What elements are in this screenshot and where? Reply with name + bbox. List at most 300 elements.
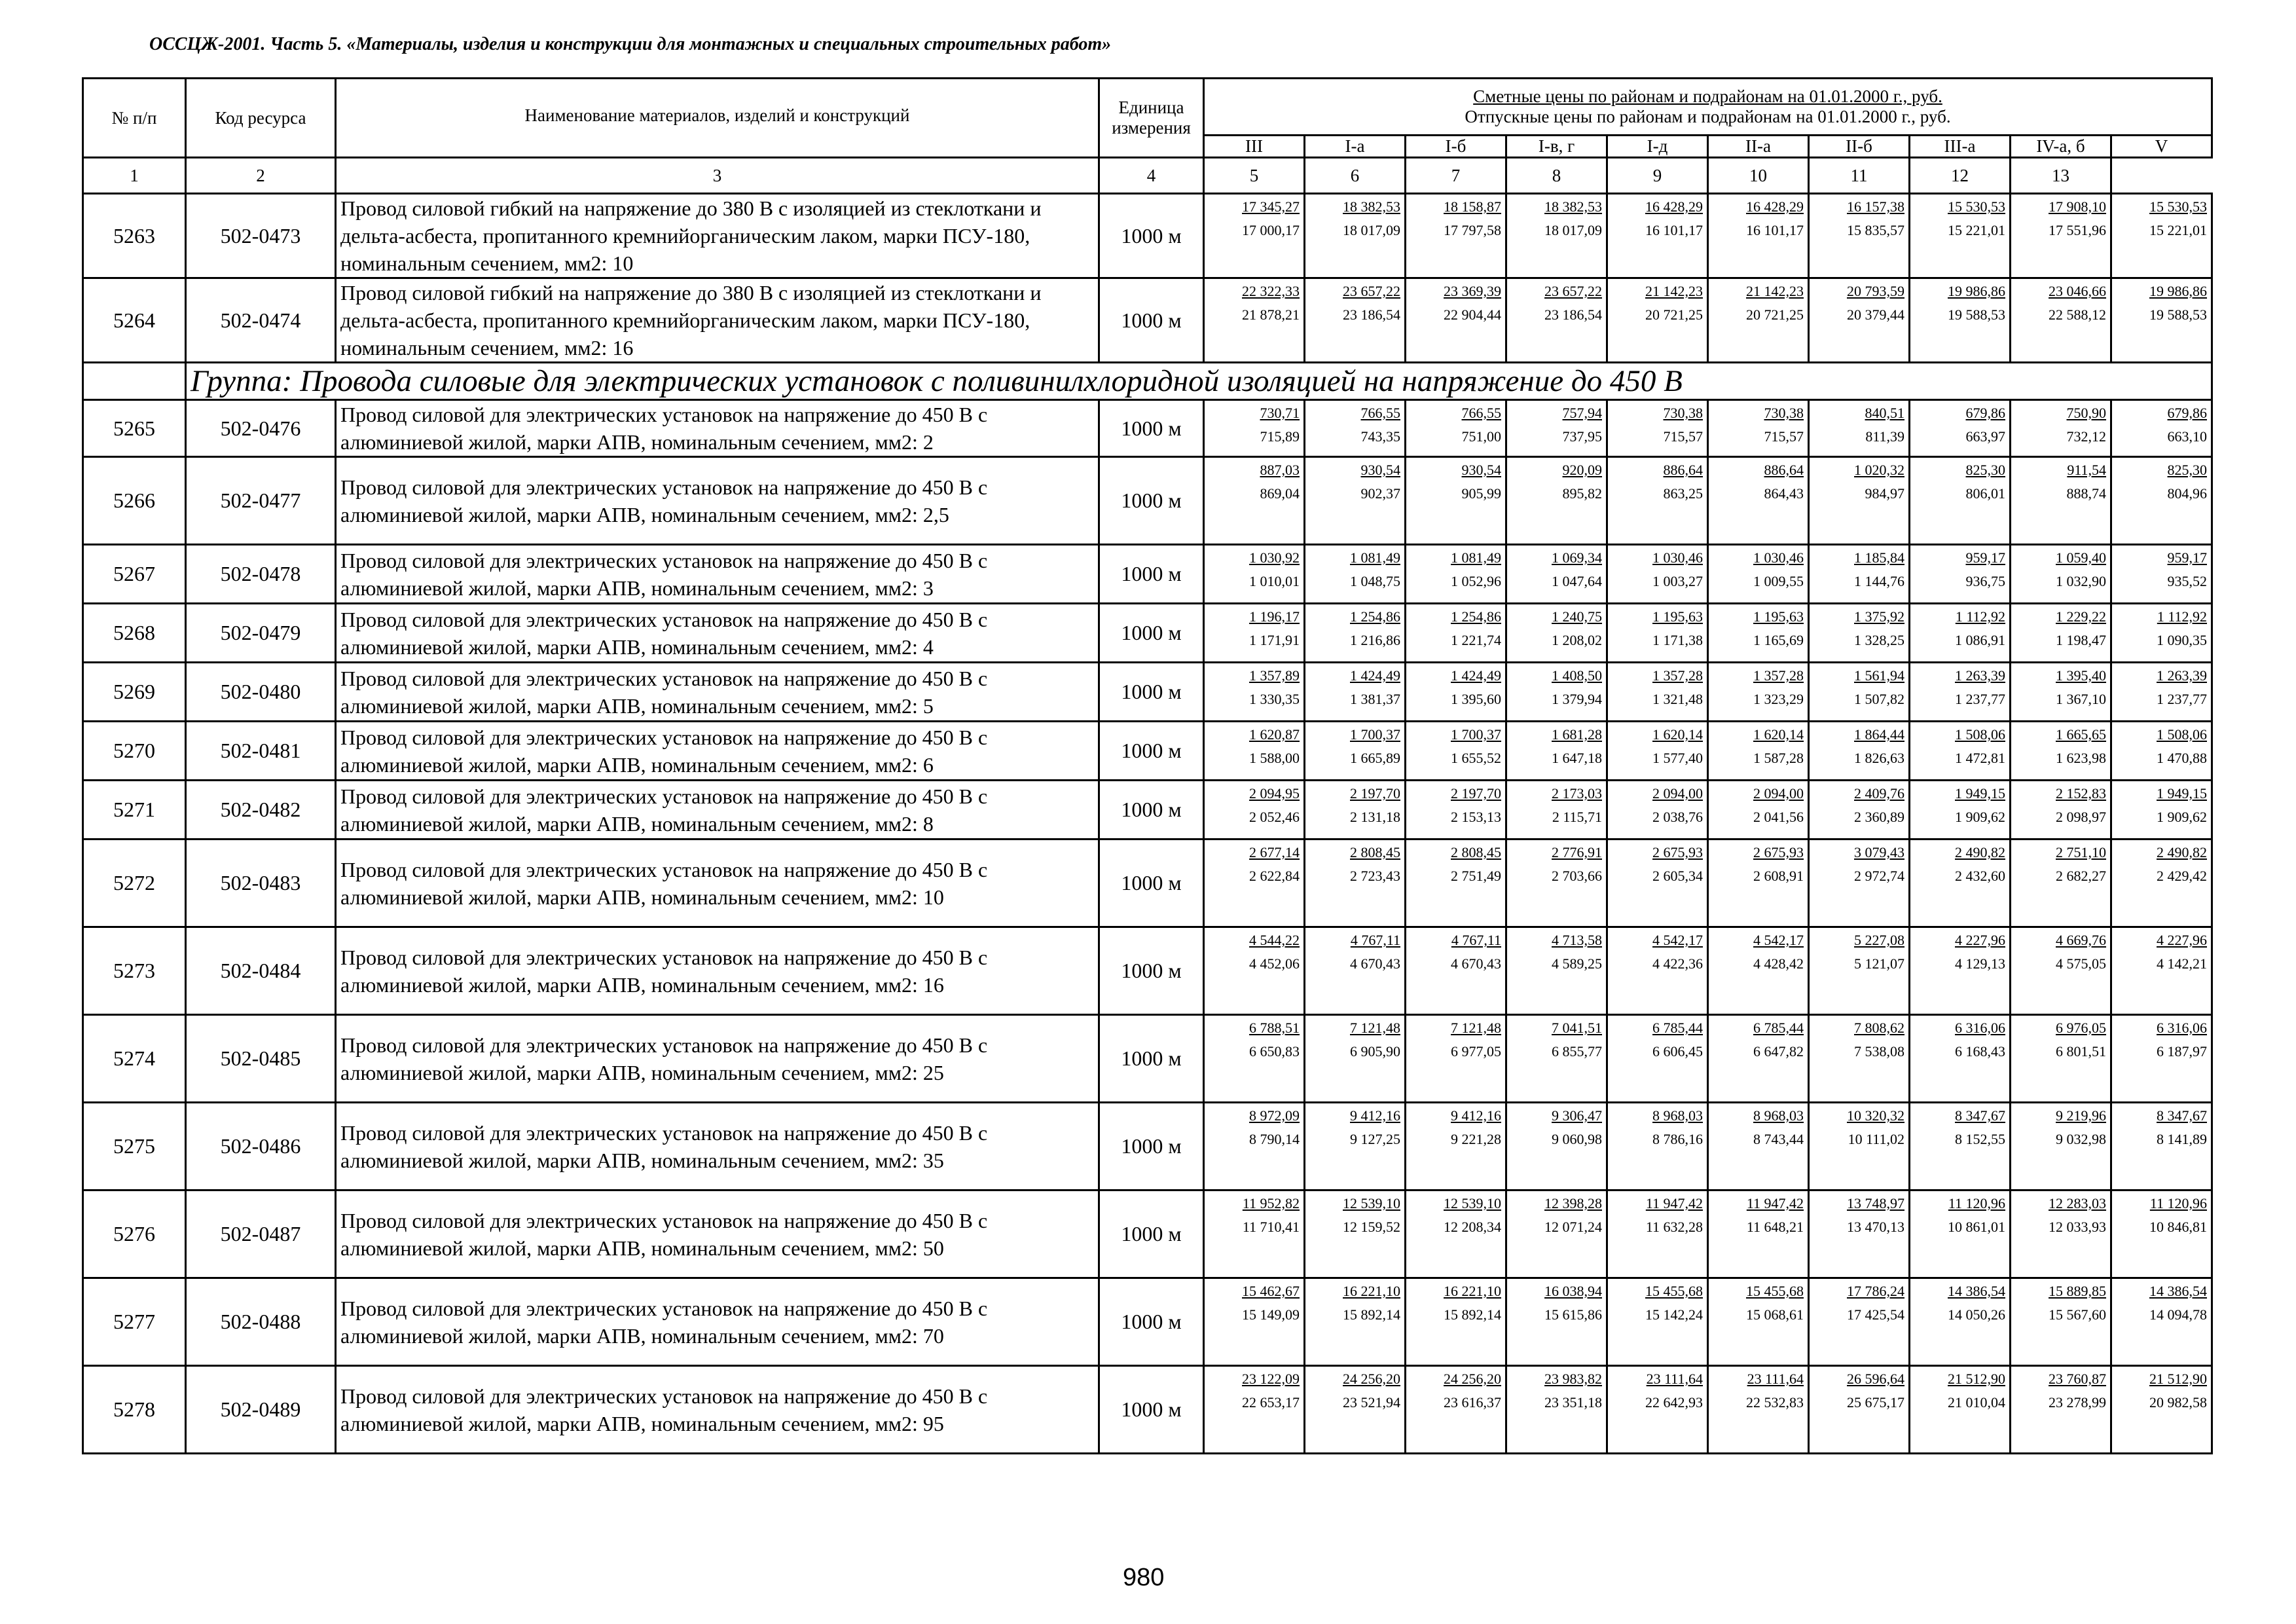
price-cell <box>1406 457 1506 545</box>
release-price: 715,89 <box>1260 428 1300 445</box>
release-price: 15 567,60 <box>2049 1306 2106 1323</box>
estimate-price: 2 677,14 <box>1249 844 1300 860</box>
estimate-price: 2 152,83 <box>2056 785 2106 802</box>
price-cell <box>1506 781 1607 840</box>
page-number: 980 <box>1123 1564 1165 1591</box>
estimate-price: 2 675,93 <box>1652 844 1703 860</box>
price-cell <box>1406 1278 1506 1366</box>
price-cell <box>1204 1366 1305 1454</box>
column-number: 4 <box>1099 158 1204 194</box>
release-price: 1 323,29 <box>1753 691 1804 707</box>
estimate-price: 6 316,06 <box>2157 1020 2207 1036</box>
estimate-price: 9 412,16 <box>1451 1107 1501 1124</box>
release-price: 1 330,35 <box>1249 691 1300 707</box>
price-cell <box>1910 1190 2011 1278</box>
release-price: 9 127,25 <box>1350 1131 1400 1147</box>
price-cell <box>1305 278 1406 363</box>
estimate-price: 730,38 <box>1764 405 1804 421</box>
table-row <box>83 840 2212 927</box>
release-price: 1 655,52 <box>1451 750 1501 766</box>
unit: 1000 м <box>1099 457 1204 545</box>
price-cell <box>1506 545 1607 604</box>
release-price: 811,39 <box>1865 428 1904 445</box>
row-number: 5272 <box>83 840 186 927</box>
resource-code: 502-0481 <box>186 722 336 781</box>
row-number: 5278 <box>83 1366 186 1454</box>
estimate-price: 8 347,67 <box>1955 1107 2005 1124</box>
release-price: 863,25 <box>1663 485 1703 502</box>
estimate-price: 16 428,29 <box>1645 198 1703 215</box>
material-name: Провод силовой для электрических установок на напряжение до 450 В с алюминиевой жилой, марки АПВ, номинальным сечением, мм2: 4 <box>336 604 1099 663</box>
estimate-price: 757,94 <box>1562 405 1602 421</box>
release-price: 2 052,46 <box>1249 809 1300 825</box>
price-cell <box>1406 545 1506 604</box>
release-price: 1 216,86 <box>1350 632 1400 648</box>
price-cell <box>1708 781 1809 840</box>
estimate-price: 2 094,00 <box>1753 785 1804 802</box>
price-cell <box>1809 400 1910 457</box>
release-price: 869,04 <box>1260 485 1300 502</box>
release-price: 1 328,25 <box>1854 632 1904 648</box>
unit: 1000 м <box>1099 1278 1204 1366</box>
price-table <box>82 77 2213 1454</box>
price-cell <box>2011 1103 2111 1190</box>
price-cell <box>1305 722 1406 781</box>
release-price: 12 071,24 <box>1544 1219 1602 1235</box>
estimate-price: 16 428,29 <box>1746 198 1804 215</box>
table-row <box>83 1366 2212 1454</box>
price-cell <box>2111 604 2212 663</box>
estimate-price: 18 382,53 <box>1343 198 1400 215</box>
estimate-price: 930,54 <box>1360 462 1400 478</box>
table-row <box>83 1015 2212 1103</box>
estimate-price: 2 094,95 <box>1249 785 1300 802</box>
release-price: 6 606,45 <box>1652 1043 1703 1060</box>
release-price: 1 577,40 <box>1652 750 1703 766</box>
price-cell <box>1204 278 1305 363</box>
estimate-price: 12 283,03 <box>2049 1195 2106 1211</box>
column-numbers-row <box>83 158 2212 194</box>
material-name: Провод силовой для электрических установок на напряжение до 450 В с алюминиевой жилой, марки АПВ, номинальным сечением, мм2: 25 <box>336 1015 1099 1103</box>
unit: 1000 м <box>1099 278 1204 363</box>
resource-code: 502-0476 <box>186 400 336 457</box>
price-cell <box>1607 457 1708 545</box>
price-cell <box>2111 400 2212 457</box>
estimate-price: 19 986,86 <box>2149 283 2207 299</box>
column-number: 8 <box>1506 158 1607 194</box>
price-cell <box>1305 1278 1406 1366</box>
estimate-price: 4 542,17 <box>1652 932 1703 948</box>
price-cell <box>2011 545 2111 604</box>
estimate-price: 750,90 <box>2066 405 2106 421</box>
estimate-price: 766,55 <box>1461 405 1501 421</box>
estimate-price: 15 462,67 <box>1242 1283 1300 1299</box>
price-cell <box>1204 545 1305 604</box>
estimate-price: 9 412,16 <box>1350 1107 1400 1124</box>
material-name: Провод силовой для электрических установок на напряжение до 450 В с алюминиевой жилой, марки АПВ, номинальным сечением, мм2: 2 <box>336 400 1099 457</box>
release-price: 4 452,06 <box>1249 955 1300 972</box>
unit: 1000 м <box>1099 663 1204 722</box>
price-cell <box>1809 1190 1910 1278</box>
release-price: 9 221,28 <box>1451 1131 1501 1147</box>
estimate-price: 14 386,54 <box>1948 1283 2005 1299</box>
price-cell <box>1305 1015 1406 1103</box>
price-cell <box>1406 1190 1506 1278</box>
unit: 1000 м <box>1099 781 1204 840</box>
table-row <box>83 1103 2212 1190</box>
material-name: Провод силовой для электрических установок на напряжение до 450 В с алюминиевой жилой, марки АПВ, номинальным сечением, мм2: 16 <box>336 927 1099 1015</box>
release-price: 1 237,77 <box>1955 691 2005 707</box>
release-price: 23 186,54 <box>1343 306 1400 323</box>
estimate-price: 1 508,06 <box>2157 726 2207 743</box>
price-cell <box>1708 400 1809 457</box>
estimate-price: 1 561,94 <box>1854 667 1904 684</box>
estimate-price: 19 986,86 <box>1948 283 2005 299</box>
price-cell <box>1708 1366 1809 1454</box>
price-cell <box>1910 604 2011 663</box>
price-cell <box>2011 927 2111 1015</box>
estimate-price: 2 808,45 <box>1451 844 1501 860</box>
estimate-price: 920,09 <box>1562 462 1602 478</box>
price-cell <box>1809 722 1910 781</box>
release-price: 12 159,52 <box>1343 1219 1400 1235</box>
price-cell <box>1406 781 1506 840</box>
table-row <box>83 781 2212 840</box>
estimate-price: 7 121,48 <box>1451 1020 1501 1036</box>
estimate-price: 2 751,10 <box>2056 844 2106 860</box>
release-price: 22 904,44 <box>1444 306 1501 323</box>
estimate-price: 4 669,76 <box>2056 932 2106 948</box>
estimate-price: 17 908,10 <box>2049 198 2106 215</box>
release-price: 4 422,36 <box>1652 955 1703 972</box>
price-cell <box>2111 1015 2212 1103</box>
price-cell <box>2011 722 2111 781</box>
release-price: 935,52 <box>2167 573 2207 589</box>
estimate-price: 1 112,92 <box>1955 608 2005 625</box>
release-price: 1 588,00 <box>1249 750 1300 766</box>
estimate-price: 2 490,82 <box>2157 844 2207 860</box>
estimate-price: 6 785,44 <box>1753 1020 1804 1036</box>
material-name: Провод силовой для электрических установок на напряжение до 450 В с алюминиевой жилой, марки АПВ, номинальным сечением, мм2: 95 <box>336 1366 1099 1454</box>
release-price: 4 428,42 <box>1753 955 1804 972</box>
estimate-price: 959,17 <box>2167 549 2207 566</box>
price-cell <box>1708 194 1809 278</box>
estimate-price: 2 173,03 <box>1552 785 1602 802</box>
release-price: 2 682,27 <box>2056 868 2106 884</box>
estimate-price: 1 620,87 <box>1249 726 1300 743</box>
unit: 1000 м <box>1099 722 1204 781</box>
price-cell <box>2011 663 2111 722</box>
release-price: 864,43 <box>1764 485 1804 502</box>
price-cell <box>1305 1366 1406 1454</box>
release-price: 715,57 <box>1764 428 1804 445</box>
price-cell <box>1406 604 1506 663</box>
price-cell <box>2111 927 2212 1015</box>
release-price: 2 038,76 <box>1652 809 1703 825</box>
unit: 1000 м <box>1099 604 1204 663</box>
column-number: 12 <box>1910 158 2011 194</box>
release-price: 1 144,76 <box>1854 573 1904 589</box>
release-price: 20 721,25 <box>1746 306 1804 323</box>
estimate-price: 23 369,39 <box>1444 283 1501 299</box>
row-number: 5269 <box>83 663 186 722</box>
estimate-price: 8 968,03 <box>1753 1107 1804 1124</box>
price-cell <box>1910 194 2011 278</box>
price-cell <box>1305 604 1406 663</box>
estimate-price: 8 972,09 <box>1249 1107 1300 1124</box>
region-header: II-б <box>1809 136 1910 158</box>
price-cell <box>2011 604 2111 663</box>
estimate-price: 23 111,64 <box>1747 1371 1804 1387</box>
table-row <box>83 1278 2212 1366</box>
table-row <box>83 927 2212 1015</box>
release-price: 6 977,05 <box>1451 1043 1501 1060</box>
price-cell <box>1204 457 1305 545</box>
price-cell <box>1708 278 1809 363</box>
price-cell <box>2111 663 2212 722</box>
release-price: 2 098,97 <box>2056 809 2106 825</box>
resource-code: 502-0489 <box>186 1366 336 1454</box>
release-price: 1 009,55 <box>1753 573 1804 589</box>
price-cell <box>2011 400 2111 457</box>
estimate-price: 7 121,48 <box>1350 1020 1400 1036</box>
release-price: 15 892,14 <box>1343 1306 1400 1323</box>
row-number: 5274 <box>83 1015 186 1103</box>
price-cell <box>1809 1015 1910 1103</box>
price-cell <box>1607 663 1708 722</box>
estimate-price: 2 675,93 <box>1753 844 1804 860</box>
price-cell <box>1607 1103 1708 1190</box>
price-cell <box>1305 457 1406 545</box>
release-price: 2 605,34 <box>1652 868 1703 884</box>
release-price: 1 507,82 <box>1854 691 1904 707</box>
estimate-price: 1 020,32 <box>1854 462 1904 478</box>
row-number: 5277 <box>83 1278 186 1366</box>
column-header-unit: Единица измерения <box>1099 79 1204 158</box>
price-cell <box>1607 1190 1708 1278</box>
release-price: 1 198,47 <box>2056 632 2106 648</box>
estimate-price: 1 195,63 <box>1753 608 1804 625</box>
price-cell <box>1910 457 2011 545</box>
estimate-price: 17 786,24 <box>1847 1283 1904 1299</box>
estimate-price: 679,86 <box>2167 405 2207 421</box>
material-name: Провод силовой для электрических установок на напряжение до 450 В с алюминиевой жилой, марки АПВ, номинальным сечением, мм2: 6 <box>336 722 1099 781</box>
price-cell <box>1204 400 1305 457</box>
price-cell <box>1607 722 1708 781</box>
table-row <box>83 457 2212 545</box>
group-spacer <box>83 363 186 400</box>
resource-code: 502-0485 <box>186 1015 336 1103</box>
estimate-price: 4 227,96 <box>2157 932 2207 948</box>
table-row <box>83 663 2212 722</box>
price-cell <box>2111 278 2212 363</box>
estimate-price: 887,03 <box>1260 462 1300 478</box>
release-price: 1 909,62 <box>2157 809 2207 825</box>
release-price: 1 367,10 <box>2056 691 2106 707</box>
price-cell <box>1910 545 2011 604</box>
release-price: 8 152,55 <box>1955 1131 2005 1147</box>
price-cell <box>1204 840 1305 927</box>
release-price: 23 521,94 <box>1343 1394 1400 1411</box>
price-cell <box>1506 457 1607 545</box>
price-cell <box>1305 545 1406 604</box>
release-price: 15 068,61 <box>1746 1306 1804 1323</box>
region-header: IV-а, б <box>2011 136 2111 158</box>
release-price: 888,74 <box>2066 485 2106 502</box>
release-price: 1 237,77 <box>2157 691 2207 707</box>
column-number: 2 <box>186 158 336 194</box>
price-cell <box>1506 840 1607 927</box>
price-cell <box>1204 194 1305 278</box>
price-cell <box>2111 722 2212 781</box>
row-number: 5275 <box>83 1103 186 1190</box>
unit: 1000 м <box>1099 1103 1204 1190</box>
price-cell <box>1708 457 1809 545</box>
prices-estimate-label: Сметные цены по районам и подрайонам на 01.01.2000 г., руб. <box>1473 86 1942 106</box>
price-cell <box>1607 278 1708 363</box>
estimate-price: 679,86 <box>1965 405 2005 421</box>
resource-code: 502-0480 <box>186 663 336 722</box>
estimate-price: 23 657,22 <box>1343 283 1400 299</box>
release-price: 1 047,64 <box>1552 573 1602 589</box>
resource-code: 502-0488 <box>186 1278 336 1366</box>
estimate-price: 21 142,23 <box>1645 283 1703 299</box>
region-header: I-д <box>1607 136 1708 158</box>
estimate-price: 23 046,66 <box>2049 283 2106 299</box>
estimate-price: 730,71 <box>1260 405 1300 421</box>
estimate-price: 2 808,45 <box>1350 844 1400 860</box>
release-price: 9 060,98 <box>1552 1131 1602 1147</box>
estimate-price: 5 227,08 <box>1854 932 1904 948</box>
price-cell <box>1708 1015 1809 1103</box>
release-price: 936,75 <box>1965 573 2005 589</box>
estimate-price: 825,30 <box>1965 462 2005 478</box>
row-number: 5270 <box>83 722 186 781</box>
estimate-price: 1 263,39 <box>2157 667 2207 684</box>
price-cell <box>1506 927 1607 1015</box>
region-header: I-б <box>1406 136 1506 158</box>
release-price: 1 048,75 <box>1350 573 1400 589</box>
price-cell <box>2111 545 2212 604</box>
estimate-price: 2 409,76 <box>1854 785 1904 802</box>
price-cell <box>2111 1190 2212 1278</box>
price-cell <box>2111 194 2212 278</box>
release-price: 1 665,89 <box>1350 750 1400 766</box>
release-price: 21 878,21 <box>1242 306 1300 323</box>
estimate-price: 3 079,43 <box>1854 844 1904 860</box>
estimate-price: 1 395,40 <box>2056 667 2106 684</box>
table-row <box>83 722 2212 781</box>
price-cell <box>1809 457 1910 545</box>
estimate-price: 11 947,42 <box>1746 1195 1804 1211</box>
estimate-price: 11 952,82 <box>1242 1195 1300 1211</box>
estimate-price: 1 357,28 <box>1652 667 1703 684</box>
price-cell <box>1506 194 1607 278</box>
estimate-price: 15 530,53 <box>2149 198 2207 215</box>
release-price: 22 653,17 <box>1242 1394 1300 1411</box>
release-price: 20 982,58 <box>2149 1394 2207 1411</box>
price-cell <box>1506 1015 1607 1103</box>
release-price: 18 017,09 <box>1544 222 1602 238</box>
estimate-price: 6 316,06 <box>1955 1020 2005 1036</box>
release-price: 20 721,25 <box>1645 306 1703 323</box>
price-cell <box>1204 1278 1305 1366</box>
price-cell <box>1506 663 1607 722</box>
release-price: 732,12 <box>2066 428 2106 445</box>
material-name: Провод силовой для электрических установок на напряжение до 450 В с алюминиевой жилой, марки АПВ, номинальным сечением, мм2: 5 <box>336 663 1099 722</box>
release-price: 1 587,28 <box>1753 750 1804 766</box>
price-cell <box>1406 194 1506 278</box>
release-price: 1 381,37 <box>1350 691 1400 707</box>
estimate-price: 2 197,70 <box>1350 785 1400 802</box>
price-cell <box>2011 1366 2111 1454</box>
release-price: 1 321,48 <box>1652 691 1703 707</box>
release-price: 11 710,41 <box>1242 1219 1300 1235</box>
release-price: 22 588,12 <box>2049 306 2106 323</box>
release-price: 13 470,13 <box>1847 1219 1904 1235</box>
estimate-price: 1 081,49 <box>1350 549 1400 566</box>
release-price: 2 041,56 <box>1753 809 1804 825</box>
price-cell <box>1406 1103 1506 1190</box>
release-price: 10 861,01 <box>1948 1219 2005 1235</box>
release-price: 15 892,14 <box>1444 1306 1501 1323</box>
estimate-price: 1 030,46 <box>1753 549 1804 566</box>
release-price: 2 432,60 <box>1955 868 2005 884</box>
estimate-price: 17 345,27 <box>1242 198 1300 215</box>
release-price: 1 052,96 <box>1451 573 1501 589</box>
release-price: 1 086,91 <box>1955 632 2005 648</box>
estimate-price: 959,17 <box>1965 549 2005 566</box>
release-price: 15 142,24 <box>1645 1306 1703 1323</box>
estimate-price: 1 357,28 <box>1753 667 1804 684</box>
price-cell <box>1809 781 1910 840</box>
release-price: 18 017,09 <box>1343 222 1400 238</box>
unit: 1000 м <box>1099 1366 1204 1454</box>
release-price: 15 615,86 <box>1544 1306 1602 1323</box>
price-cell <box>1809 927 1910 1015</box>
price-cell <box>2011 1278 2111 1366</box>
estimate-price: 7 041,51 <box>1552 1020 1602 1036</box>
price-cell <box>2011 194 2111 278</box>
price-cell <box>1809 604 1910 663</box>
estimate-price: 730,38 <box>1663 405 1703 421</box>
estimate-price: 1 357,89 <box>1249 667 1300 684</box>
group-title: Группа: Провода силовые для электрических установок с поливинилхлоридной изоляцией на напряжение до 450 В <box>186 363 2212 400</box>
release-price: 2 115,71 <box>1552 809 1602 825</box>
release-price: 14 050,26 <box>1948 1306 2005 1323</box>
estimate-price: 766,55 <box>1360 405 1400 421</box>
price-cell <box>1506 1278 1607 1366</box>
region-header: II-а <box>1708 136 1809 158</box>
material-name: Провод силовой для электрических установок на напряжение до 450 В с алюминиевой жилой, марки АПВ, номинальным сечением, мм2: 8 <box>336 781 1099 840</box>
resource-code: 502-0474 <box>186 278 336 363</box>
price-cell <box>1910 781 2011 840</box>
release-price: 663,97 <box>1965 428 2005 445</box>
release-price: 8 743,44 <box>1753 1131 1804 1147</box>
estimate-price: 9 306,47 <box>1552 1107 1602 1124</box>
estimate-price: 7 808,62 <box>1854 1020 1904 1036</box>
estimate-price: 1 195,63 <box>1652 608 1703 625</box>
price-cell <box>1809 545 1910 604</box>
prices-release-label: Отпускные цены по районам и подрайонам на 01.01.2000 г., руб. <box>1465 107 1951 126</box>
price-cell <box>1708 1103 1809 1190</box>
release-price: 1 472,81 <box>1955 750 2005 766</box>
column-number: 1 <box>83 158 186 194</box>
column-number: 9 <box>1607 158 1708 194</box>
price-cell <box>1708 604 1809 663</box>
release-price: 5 121,07 <box>1854 955 1904 972</box>
price-cell <box>2111 781 2212 840</box>
